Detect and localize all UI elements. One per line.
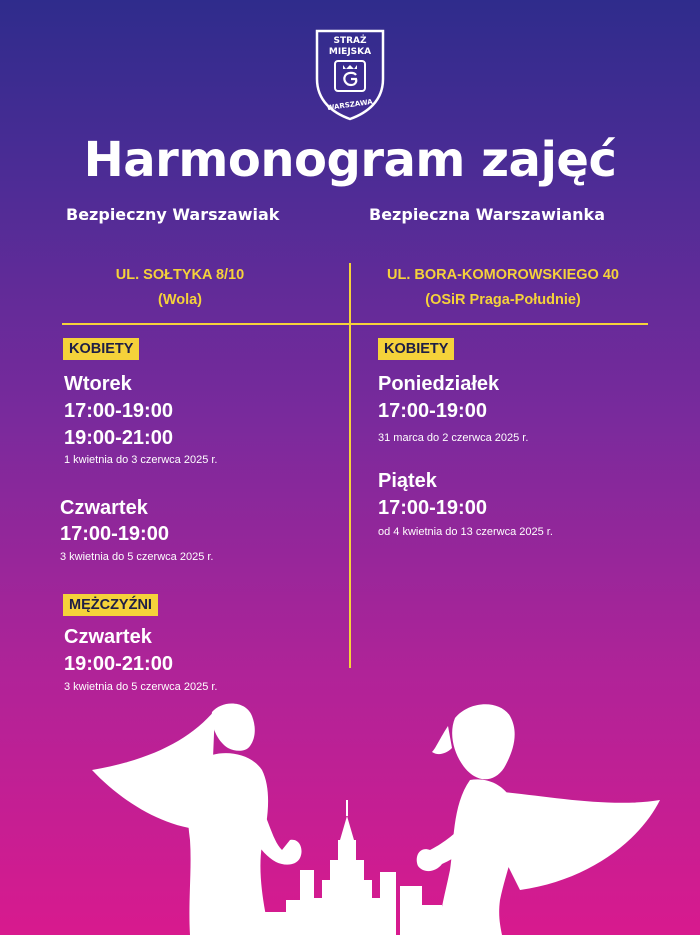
time-left-1b: 19:00-21:00 xyxy=(64,427,173,449)
note-right-1: 31 marca do 2 czerwca 2025 r. xyxy=(378,432,529,444)
note-left-1: 1 kwietnia do 3 czerwca 2025 r. xyxy=(64,454,218,466)
women-badge-right: KOBIETY xyxy=(378,338,454,360)
day-left-1: Wtorek xyxy=(64,373,132,395)
day-left-3: Czwartek xyxy=(64,626,152,648)
time-right-1: 17:00-19:00 xyxy=(378,400,487,422)
men-badge-left: MĘŻCZYŹNI xyxy=(63,594,158,616)
district-right: (OSiR Praga-Południe) xyxy=(425,292,581,308)
logo-text-2: MIEJSKA xyxy=(328,47,372,57)
note-right-2: od 4 kwietnia do 13 czerwca 2025 r. xyxy=(378,526,553,538)
time-left-1a: 17:00-19:00 xyxy=(64,400,173,422)
note-left-3: 3 kwietnia do 5 czerwca 2025 r. xyxy=(64,681,218,693)
day-left-2: Czwartek xyxy=(60,497,148,519)
male-hero-silhouette xyxy=(92,703,302,935)
female-hero-silhouette xyxy=(417,704,660,935)
address-left: UL. SOŁTYKA 8/10 xyxy=(115,267,245,283)
page-title: Harmonogram zajęć xyxy=(83,132,617,188)
skyline-silhouette xyxy=(262,800,470,935)
district-left: (Wola) xyxy=(157,292,203,308)
day-right-1: Poniedziałek xyxy=(378,373,500,395)
logo-text-3: WARSZAWA xyxy=(326,97,374,113)
time-left-3: 19:00-21:00 xyxy=(64,653,173,675)
address-right: UL. BORA-KOMOROWSKIEGO 40 xyxy=(386,267,619,283)
program-right: Bezpieczna Warszawianka xyxy=(369,205,605,224)
logo-text-1: STRAŻ xyxy=(333,36,367,46)
program-left: Bezpieczny Warszawiak xyxy=(66,205,280,224)
day-right-2: Piątek xyxy=(378,470,437,492)
time-right-2: 17:00-19:00 xyxy=(378,497,487,519)
note-left-2: 3 kwietnia do 5 czerwca 2025 r. xyxy=(60,551,214,563)
time-left-2: 17:00-19:00 xyxy=(60,523,169,545)
women-badge-left: KOBIETY xyxy=(63,338,139,360)
